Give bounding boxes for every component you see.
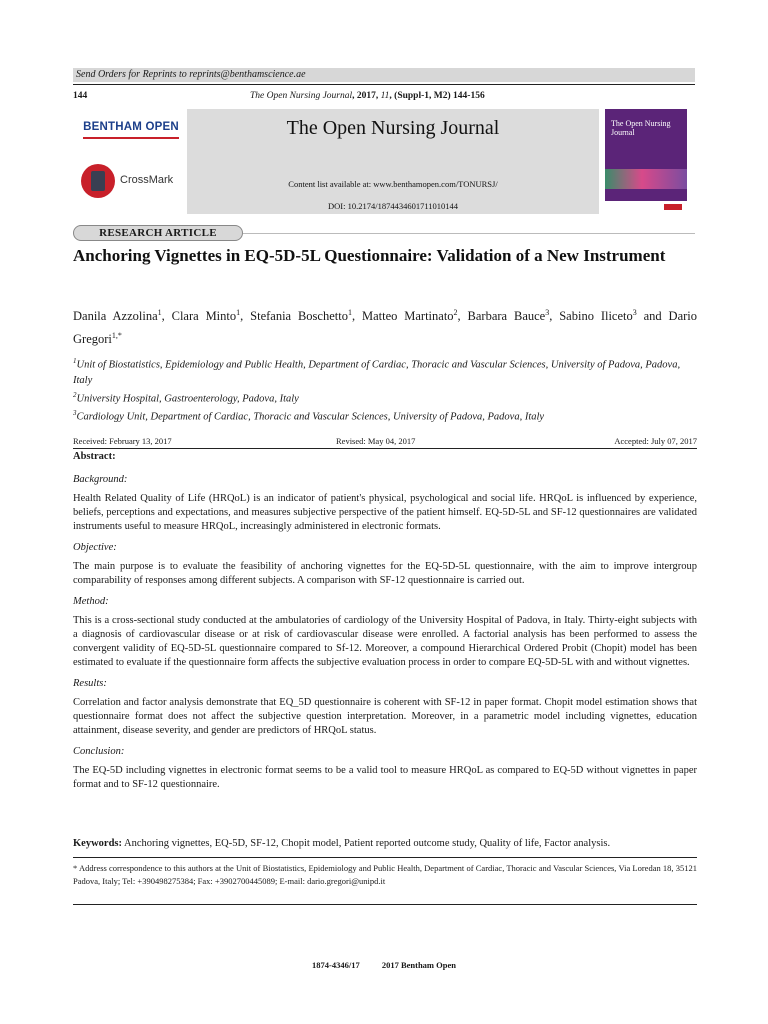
keywords-text: Anchoring vignettes, EQ-5D, SF-12, Chopit model, Patient reported outcome study, Quality of life, Factor analysis. [122,838,611,849]
section-heading: Objective: [73,542,117,553]
author-name: Danila Azzolina [73,309,158,324]
author-affiliation-mark: 1 [236,308,241,317]
affiliation [73,406,697,425]
page-number: 144 [73,91,88,101]
header-divider [73,84,695,85]
page-footer [0,960,768,970]
content-list-link[interactable]: Content list available at: www.benthamopen.com/TONURSJ/ [288,179,498,189]
publisher-logo-area [73,109,187,214]
keywords-divider [73,857,697,858]
section-text: The EQ-5D including vignettes in electronic format seems to be a valid tool to measure HRQoL as compared to EQ-5D without vignettes in paper format and to SF-12 questionnaire. [73,765,697,790]
cover-photo-strip [605,169,687,189]
author-affiliation-mark: 1 [347,308,352,317]
section-heading: Conclusion: [73,746,125,757]
dates-divider [73,448,697,449]
journal-cover-image [605,109,687,214]
affiliation-text: University Hospital, Gastroenterology, Padova, Italy [76,393,299,404]
affiliation-mark: 1 [73,357,77,365]
affiliation-text: Cardiology Unit, Department of Cardiac, Thoracic and Vascular Sciences, University of Padova, Padova, Italy [76,411,545,423]
journal-banner [73,109,695,214]
affiliation [73,388,697,407]
accepted-date: Accepted: July 07, 2017 [614,436,697,446]
issn: 1874-4346/17 [312,960,360,970]
author-affiliation-mark: 2 [453,308,458,317]
citation-journal: The Open Nursing Journal [250,91,353,101]
cover-publisher-mark [664,204,682,210]
section-text: Correlation and factor analysis demonstrate that EQ_5D questionnaire is coherent with SF-12 in paper format. Chopit model estimation shows that questionnaire format does not affect the subjective question interpretation. Moreover, in a parametric model including vignettes, education attainment, disease severity, and gender are predictors of HRQoL status. [73,697,697,736]
section-text: This is a cross-sectional study conducted at the ambulatories of cardiology of the University Hospital of Padova, in Italy. Thirty-eight subjects with a diagnosis of cardiovascular disease or at risk of cardiovascular disease were enrolled. A factorial analysis has been performed to assess the convergent validity of EQ-5D-5L questionnaire compared to Sf-12. Moreover, a compound Hierarchical Ordered Probit (Chopit) model has been estimated to evaluate if the questionnaire form affects the subjective evaluation process in order to compare EQ-5D-5L with and without vignettes. [73,615,697,668]
section-text: Health Related Quality of Life (HRQoL) is an indicator of patient's physical, psychological and social life. HRQoL is influenced by experience, beliefs, perceptions and expectations, and measures subjective perspective of the patient himself. EQ-5D-5L and SF-12 questionnaires are validated instruments useful to measure HRQoL, increasingly administered in electronic formats. [73,493,697,532]
section-heading: Background: [73,474,128,485]
author-affiliation-mark: 1 [157,308,162,317]
abstract-heading: Abstract: [73,451,116,462]
author-name: Matteo Martinato [361,309,454,324]
running-header [73,91,695,105]
article-type-rule [243,233,695,234]
citation-line [250,91,485,101]
logo-underline [83,137,179,139]
author-name: Barbara Bauce [467,309,546,324]
crossmark-label: CrossMark [120,174,174,186]
author-affiliation-mark: 3 [545,308,550,317]
cover-title: The Open Nursing Journal [611,119,671,137]
received-date: Received: February 13, 2017 [73,436,172,446]
citation-rest: , (Suppl-1, M2) 144-156 [389,91,485,101]
doi-link[interactable]: DOI: 10.2174/1874434601711010144 [327,201,458,211]
journal-info-band [187,109,599,214]
reprints-notice: Send Orders for Reprints to reprints@benthamscience.ae [73,68,695,82]
keywords-label: Keywords: [73,838,122,849]
cover-footer [605,201,687,214]
affiliation-text: Unit of Biostatistics, Epidemiology and Public Health, Department of Cardiac, Thoracic and Vascular Sciences, University of Padova, Padova, Italy [73,359,681,386]
keywords [73,838,697,849]
affiliation [73,354,697,388]
bentham-open-logo[interactable]: BENTHAM OPEN [83,121,179,133]
author-name: Stefania Boschetto [250,309,348,324]
author-name: Clara Minto [171,309,237,324]
copyright: 2017 Bentham Open [381,960,456,970]
revised-date: Revised: May 04, 2017 [336,436,416,446]
journal-title: The Open Nursing Journal [286,117,500,139]
author-affiliation-mark: 1,* [111,331,122,341]
article-type-badge: RESEARCH ARTICLE [73,225,243,241]
section-heading: Method: [73,596,109,607]
crossmark-icon [81,164,115,198]
citation-volume: 11 [380,91,390,101]
section-text: The main purpose is to evaluate the feasibility of anchoring vignettes for the EQ-5D-5L questionnaire, with the aim to improve intergroup comparability of responses among different subjects. A comparison with SF-12 questionnaire is carried out. [73,561,697,586]
abstract [73,451,697,792]
section-heading: Results: [73,678,107,689]
author-name: Sabino Iliceto [559,309,633,324]
crossmark-badge[interactable] [81,164,181,198]
correspondence-note: * Address correspondence to this authors at the Unit of Biostatistics, Epidemiology and Public Health, Department of Cardiac, Thoracic and Vascular Sciences, Via Loredan 18, 35121 Padova, Italy; Tel: +390498275384; Fax: +3902700445089; E-mail: dario.gregori@unipd.it [73,863,697,886]
article-title: Anchoring Vignettes in EQ-5D-5L Questionnaire: Validation of a New Instrument [73,246,666,265]
affiliation-mark: 2 [73,390,77,399]
affiliation-mark: 3 [73,409,77,417]
author-list: Danila Azzolina$^1$, Clara Minto$^1$, Stefania Boschetto$^1$, Matteo Martinato$^2$, Barbara Bauce$^3$, Sabino Iliceto$^3$ and Dario Gregori$^{1,*}$ [73,308,698,347]
author-affiliation-mark: 3 [632,308,637,317]
author-name: Dario Gregori [73,309,698,347]
correspondence-divider [73,904,697,905]
citation-year: , 2017, [352,91,381,101]
affiliations [73,354,697,425]
